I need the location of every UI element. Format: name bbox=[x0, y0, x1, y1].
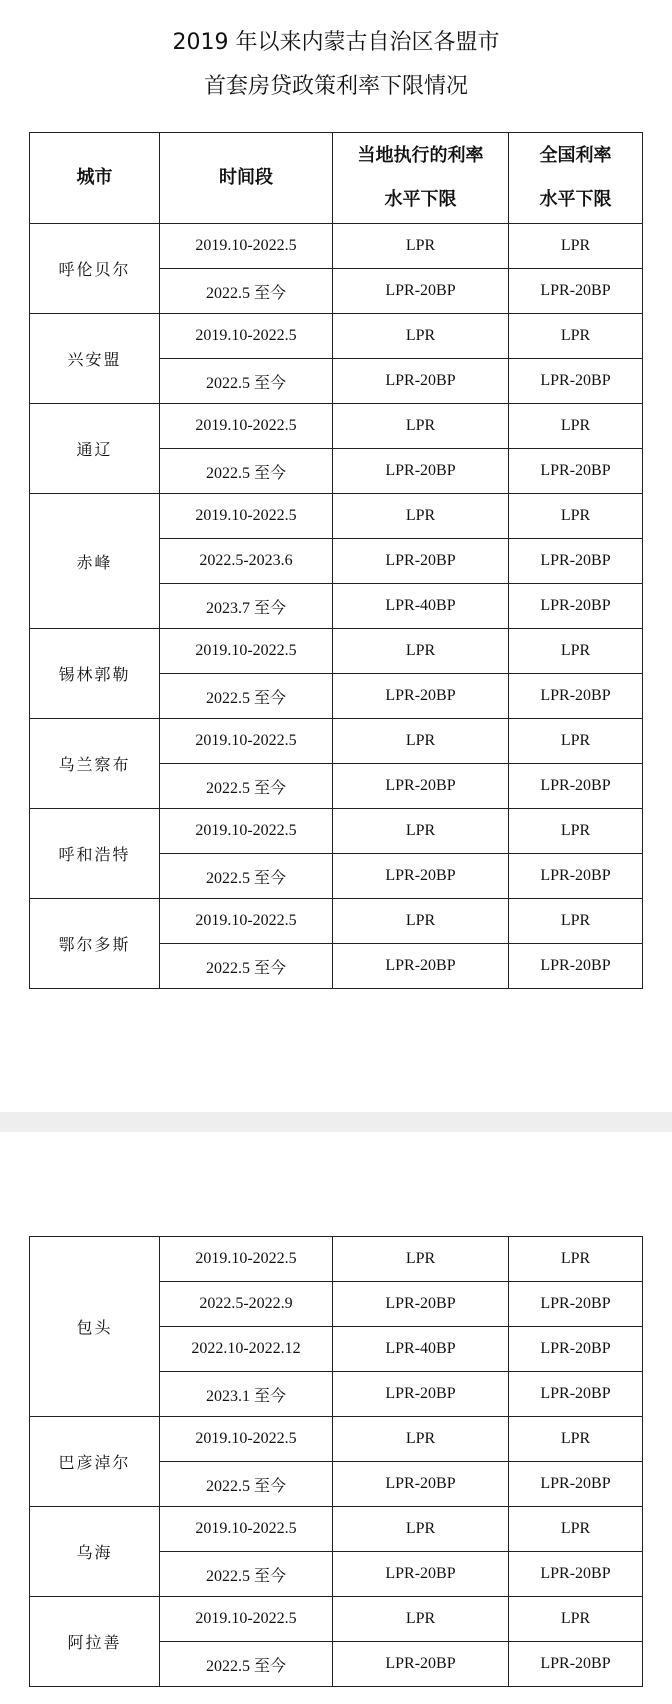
table-row bbox=[30, 719, 643, 764]
national-rate-cell: LPR bbox=[509, 224, 643, 269]
national-rate-cell: LPR-20BP bbox=[509, 1642, 643, 1687]
national-rate-cell: LPR-20BP bbox=[509, 449, 643, 494]
table-row bbox=[30, 314, 643, 359]
national-rate-cell: LPR bbox=[509, 899, 643, 944]
national-rate-cell: LPR bbox=[509, 809, 643, 854]
local-rate-cell: LPR-20BP bbox=[333, 1372, 509, 1417]
national-rate-cell: LPR bbox=[509, 404, 643, 449]
period-cell: 2022.5 至今 bbox=[160, 944, 333, 989]
local-rate-cell: LPR bbox=[333, 719, 509, 764]
table-row bbox=[30, 809, 643, 854]
city-cell: 锡林郭勒 bbox=[30, 629, 160, 719]
period-cell: 2022.5 至今 bbox=[160, 449, 333, 494]
national-rate-cell: LPR bbox=[509, 314, 643, 359]
period-cell: 2019.10-2022.5 bbox=[160, 224, 333, 269]
period-cell: 2022.5 至今 bbox=[160, 1642, 333, 1687]
header-city: 城市 bbox=[30, 133, 160, 224]
period-cell: 2022.5-2023.6 bbox=[160, 539, 333, 584]
local-rate-cell: LPR-20BP bbox=[333, 539, 509, 584]
national-rate-cell: LPR bbox=[509, 1597, 643, 1642]
table-row bbox=[30, 494, 643, 539]
national-rate-cell: LPR-20BP bbox=[509, 1327, 643, 1372]
local-rate-cell: LPR bbox=[333, 809, 509, 854]
national-rate-cell: LPR-20BP bbox=[509, 1552, 643, 1597]
period-cell: 2019.10-2022.5 bbox=[160, 1237, 333, 1282]
local-rate-cell: LPR bbox=[333, 1507, 509, 1552]
national-rate-cell: LPR bbox=[509, 1237, 643, 1282]
national-rate-cell: LPR-20BP bbox=[509, 359, 643, 404]
national-rate-cell: LPR bbox=[509, 629, 643, 674]
page-title: 2019 年以来内蒙古自治区各盟市 bbox=[172, 30, 500, 55]
page-subtitle: 首套房贷政策利率下限情况 bbox=[203, 74, 468, 99]
local-rate-cell: LPR bbox=[333, 314, 509, 359]
period-cell: 2022.5 至今 bbox=[160, 1462, 333, 1507]
table-row bbox=[30, 1237, 643, 1282]
table-row bbox=[30, 404, 643, 449]
period-cell: 2019.10-2022.5 bbox=[160, 494, 333, 539]
city-cell: 包头 bbox=[30, 1237, 160, 1417]
city-cell: 乌兰察布 bbox=[30, 719, 160, 809]
period-cell: 2022.5 至今 bbox=[160, 854, 333, 899]
period-cell: 2019.10-2022.5 bbox=[160, 899, 333, 944]
local-rate-cell: LPR-20BP bbox=[333, 854, 509, 899]
period-cell: 2019.10-2022.5 bbox=[160, 1507, 333, 1552]
header-local-line1: 当地执行的利率 bbox=[357, 145, 484, 166]
table-row bbox=[30, 1507, 643, 1552]
local-rate-cell: LPR-40BP bbox=[333, 1327, 509, 1372]
period-cell: 2022.5 至今 bbox=[160, 269, 333, 314]
city-cell: 呼伦贝尔 bbox=[30, 224, 160, 314]
table-row bbox=[30, 1597, 643, 1642]
table-row bbox=[30, 1417, 643, 1462]
local-rate-cell: LPR-20BP bbox=[333, 1462, 509, 1507]
national-rate-cell: LPR bbox=[509, 1417, 643, 1462]
national-rate-cell: LPR-20BP bbox=[509, 854, 643, 899]
local-rate-cell: LPR bbox=[333, 1597, 509, 1642]
local-rate-cell: LPR-20BP bbox=[333, 1552, 509, 1597]
local-rate-cell: LPR-20BP bbox=[333, 674, 509, 719]
national-rate-cell: LPR-20BP bbox=[509, 584, 643, 629]
period-cell: 2022.5-2022.9 bbox=[160, 1282, 333, 1327]
national-rate-cell: LPR bbox=[509, 494, 643, 539]
period-cell: 2019.10-2022.5 bbox=[160, 1417, 333, 1462]
local-rate-cell: LPR-20BP bbox=[333, 269, 509, 314]
period-cell: 2019.10-2022.5 bbox=[160, 629, 333, 674]
header-national-line1: 全国利率 bbox=[539, 145, 612, 166]
local-rate-cell: LPR bbox=[333, 899, 509, 944]
local-rate-cell: LPR-20BP bbox=[333, 1282, 509, 1327]
period-cell: 2019.10-2022.5 bbox=[160, 314, 333, 359]
table-row bbox=[30, 224, 643, 269]
local-rate-cell: LPR-40BP bbox=[333, 584, 509, 629]
local-rate-cell: LPR bbox=[333, 404, 509, 449]
local-rate-cell: LPR bbox=[333, 629, 509, 674]
national-rate-cell: LPR-20BP bbox=[509, 674, 643, 719]
header-period: 时间段 bbox=[160, 133, 333, 224]
local-rate-cell: LPR bbox=[333, 1237, 509, 1282]
local-rate-cell: LPR-20BP bbox=[333, 944, 509, 989]
national-rate-cell: LPR-20BP bbox=[509, 539, 643, 584]
period-cell: 2019.10-2022.5 bbox=[160, 719, 333, 764]
city-cell: 赤峰 bbox=[30, 494, 160, 629]
city-cell: 鄂尔多斯 bbox=[30, 899, 160, 989]
city-cell: 乌海 bbox=[30, 1507, 160, 1597]
national-rate-cell: LPR-20BP bbox=[509, 269, 643, 314]
local-rate-cell: LPR bbox=[333, 1417, 509, 1462]
rate-table-part2 bbox=[29, 1236, 643, 1687]
national-rate-cell: LPR-20BP bbox=[509, 944, 643, 989]
city-cell: 通辽 bbox=[30, 404, 160, 494]
local-rate-cell: LPR bbox=[333, 494, 509, 539]
period-cell: 2022.10-2022.12 bbox=[160, 1327, 333, 1372]
period-cell: 2023.7 至今 bbox=[160, 584, 333, 629]
table-row bbox=[30, 629, 643, 674]
period-cell: 2022.5 至今 bbox=[160, 764, 333, 809]
national-rate-cell: LPR-20BP bbox=[509, 764, 643, 809]
local-rate-cell: LPR-20BP bbox=[333, 449, 509, 494]
period-cell: 2019.10-2022.5 bbox=[160, 809, 333, 854]
header-national-rate bbox=[509, 133, 643, 224]
national-rate-cell: LPR-20BP bbox=[509, 1462, 643, 1507]
period-cell: 2023.1 至今 bbox=[160, 1372, 333, 1417]
period-cell: 2019.10-2022.5 bbox=[160, 1597, 333, 1642]
header-national-line2: 水平下限 bbox=[539, 189, 612, 210]
table-row bbox=[30, 899, 643, 944]
local-rate-cell: LPR bbox=[333, 224, 509, 269]
rate-table-part1 bbox=[29, 132, 643, 989]
national-rate-cell: LPR bbox=[509, 1507, 643, 1552]
national-rate-cell: LPR bbox=[509, 719, 643, 764]
page-divider bbox=[0, 1112, 672, 1132]
header-local-line2: 水平下限 bbox=[384, 189, 457, 210]
city-cell: 呼和浩特 bbox=[30, 809, 160, 899]
period-cell: 2022.5 至今 bbox=[160, 359, 333, 404]
national-rate-cell: LPR-20BP bbox=[509, 1282, 643, 1327]
period-cell: 2022.5 至今 bbox=[160, 1552, 333, 1597]
local-rate-cell: LPR-20BP bbox=[333, 764, 509, 809]
period-cell: 2019.10-2022.5 bbox=[160, 404, 333, 449]
city-cell: 巴彦淖尔 bbox=[30, 1417, 160, 1507]
local-rate-cell: LPR-20BP bbox=[333, 359, 509, 404]
national-rate-cell: LPR-20BP bbox=[509, 1372, 643, 1417]
period-cell: 2022.5 至今 bbox=[160, 674, 333, 719]
city-cell: 兴安盟 bbox=[30, 314, 160, 404]
city-cell: 阿拉善 bbox=[30, 1597, 160, 1687]
header-local-rate bbox=[333, 133, 509, 224]
local-rate-cell: LPR-20BP bbox=[333, 1642, 509, 1687]
